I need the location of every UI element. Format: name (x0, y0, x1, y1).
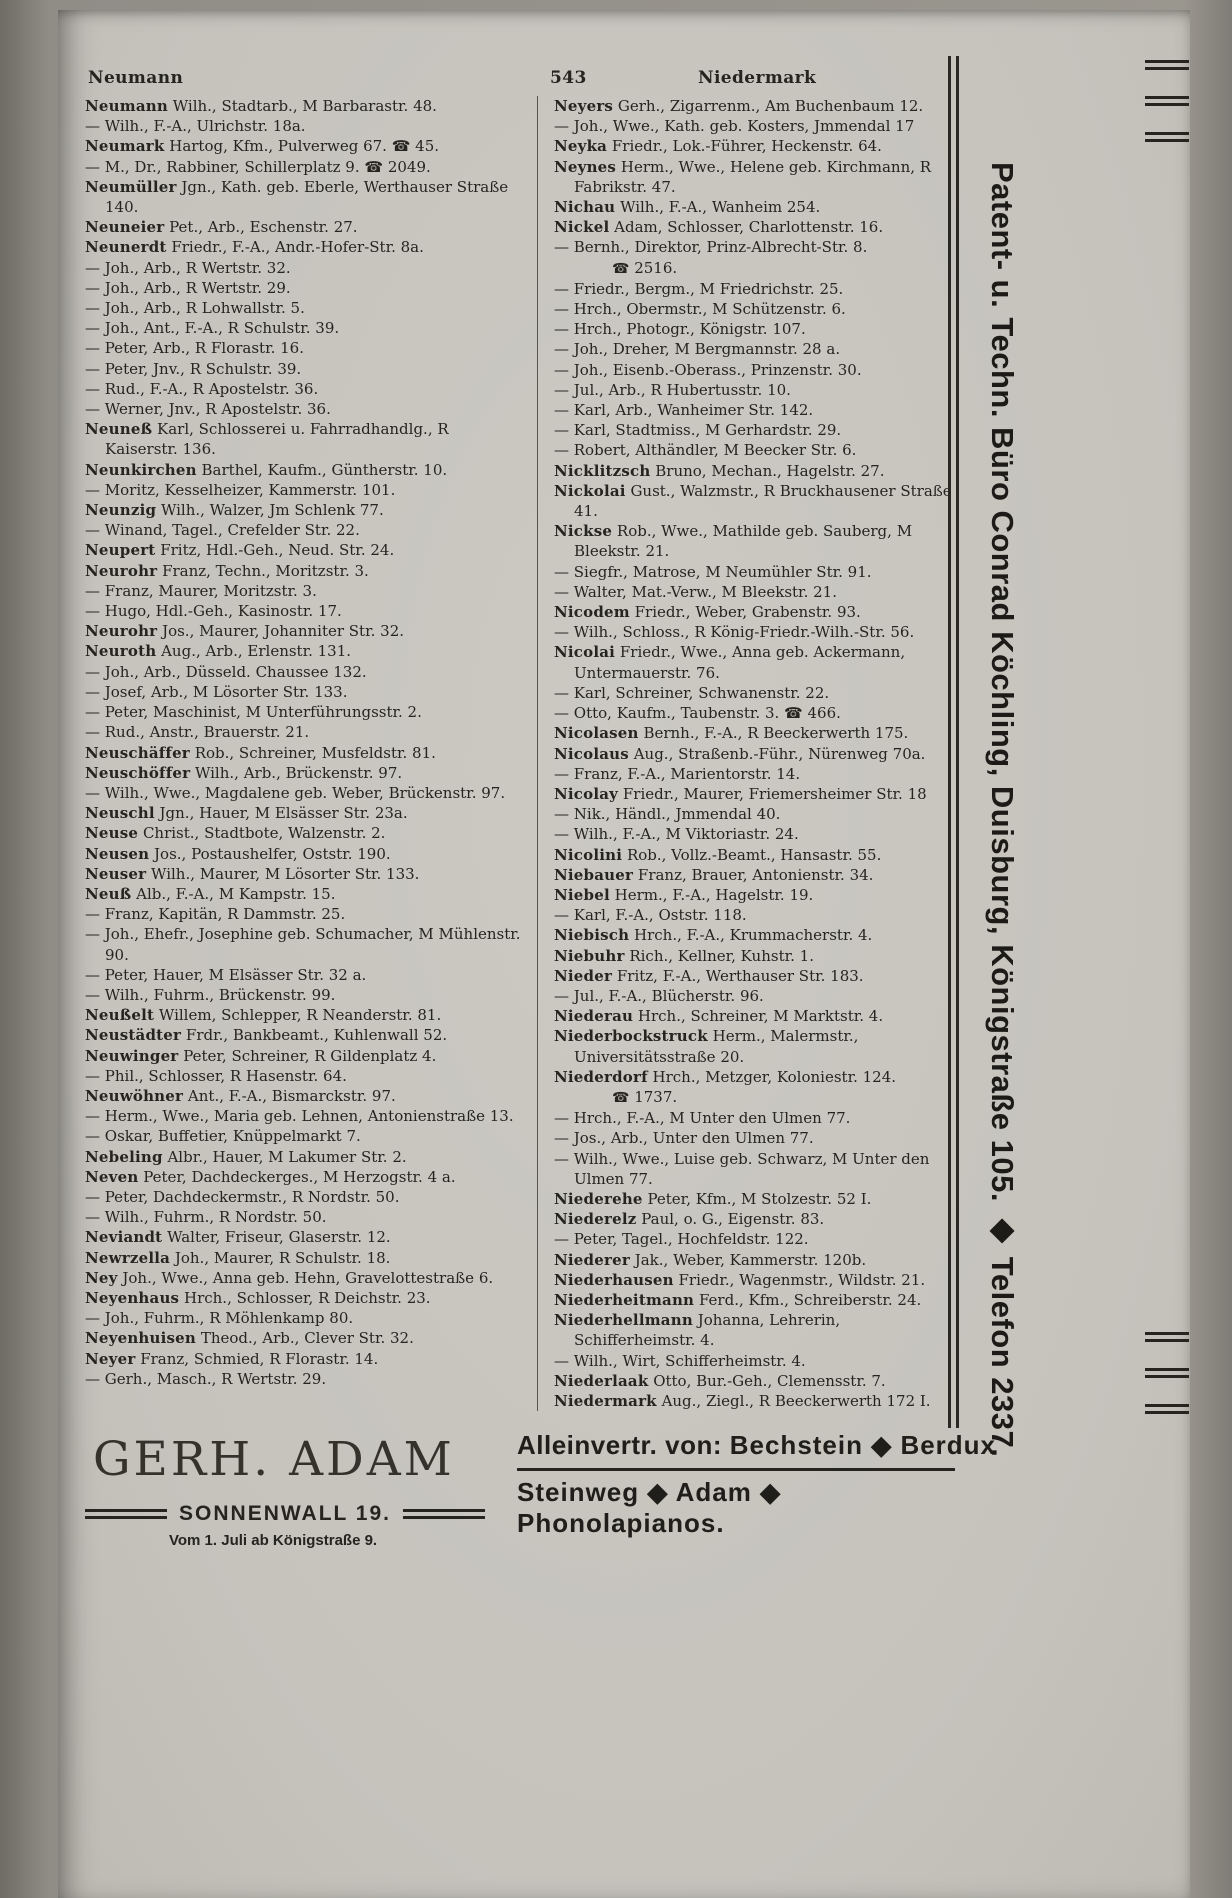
header-right-keyword: Niedermark (698, 68, 817, 88)
directory-entry: Nebeling Albr., Hauer, M Lakumer Str. 2. (85, 1147, 407, 1166)
surname: Neuschl (85, 804, 155, 823)
directory-entry: Nickolai Gust., Walzmstr., R Bruckhausener Straße 41. (554, 481, 952, 521)
directory-entry: — Hrch., F.-A., M Unter den Ulmen 77. (554, 1109, 851, 1128)
directory-entry: — Peter, Hauer, M Elsässer Str. 32 a. (85, 965, 367, 984)
directory-entry: — Otto, Kaufm., Taubenstr. 3. ☎ 466. (554, 704, 841, 723)
directory-entry: Niederbockstruck Herm., Malermstr., Universitätsstraße 20. (554, 1027, 859, 1066)
directory-entry: Neyers Gerh., Zigarrenm., Am Buchenbaum 12. (554, 97, 924, 115)
directory-entry: Neuschöffer Wilh., Arb., Brückenstr. 97. (85, 763, 403, 782)
directory-entry: — Wilh., F.-A., M Viktoriastr. 24. (554, 825, 799, 844)
directory-entry: Neurohr Jos., Maurer, Johanniter Str. 32. (85, 622, 405, 641)
directory-entry: — Karl, F.-A., Oststr. 118. (554, 906, 747, 925)
directory-entry: — Walter, Mat.-Verw., M Bleekstr. 21. (554, 582, 837, 601)
directory-entry: — Joh., Arb., Düsseld. Chaussee 132. (85, 662, 367, 681)
directory-entry: Neuwinger Peter, Schreiner, R Gildenplatz 4. (85, 1046, 437, 1065)
directory-column-right (538, 96, 956, 1411)
surname: Niederhellmann (554, 1311, 693, 1330)
directory-entry: — Hugo, Hdl.-Geh., Kasinostr. 17. (85, 602, 342, 621)
directory-entry: — Wilh., Fuhrm., R Nordstr. 50. (85, 1208, 327, 1227)
directory-entry: — Moritz, Kesselheizer, Kammerstr. 101. (85, 480, 396, 499)
directory-entry: — Franz, Kapitän, R Dammstr. 25. (85, 905, 346, 924)
directory-entry: — Robert, Althändler, M Beecker Str. 6. (554, 441, 857, 460)
directory-entry: Neuschl Jgn., Hauer, M Elsässer Str. 23a. (85, 804, 408, 823)
surname: Neupert (85, 541, 156, 560)
directory-entry: Newrzella Joh., Maurer, R Schulstr. 18. (85, 1248, 391, 1267)
directory-entry: — Joh., Arb., R Wertstr. 29. (85, 278, 291, 297)
surname: Niederheitmann (554, 1290, 695, 1309)
directory-entry: Niederhellmann Johanna, Lehrerin, Schifferheimstr. 4. (554, 1311, 841, 1350)
directory-entry: — Wilh., Schloss., R König-Friedr.-Wilh.-Str. 56. (554, 623, 915, 642)
directory-entry: Niederheitmann Ferd., Kfm., Schreiberstr. 24. (554, 1290, 922, 1309)
surname: Neuschäffer (85, 743, 190, 762)
surname: Neunerdt (85, 238, 167, 257)
surname: Neynes (554, 157, 617, 176)
directory-entry: Nichau Wilh., F.-A., Wanheim 254. (554, 198, 821, 217)
double-rule (1145, 60, 1189, 70)
surname: Niederhausen (554, 1270, 674, 1289)
directory-entry: — Nik., Händl., Jmmendal 40. (554, 805, 781, 824)
surname: Niederbockstruck (554, 1027, 708, 1046)
surname: Neußelt (85, 1006, 155, 1025)
directory-entry: Neuß Alb., F.-A., M Kampstr. 15. (85, 884, 336, 903)
surname: Neunzig (85, 501, 157, 520)
directory-entry: — Hrch., Obermstr., M Schützenstr. 6. (554, 300, 846, 319)
directory-entry: Neupert Fritz, Hdl.-Geh., Neud. Str. 24. (85, 541, 395, 560)
surname: Nebeling (85, 1147, 163, 1166)
surname: Neunkirchen (85, 460, 197, 479)
surname: Niederehe (554, 1189, 643, 1208)
directory-entry: — Werner, Jnv., R Apostelstr. 36. (85, 400, 331, 419)
ad-right-block (517, 1430, 997, 1539)
directory-entry: Neuschäffer Rob., Schreiner, Musfeldstr. 81. (85, 743, 436, 762)
header-left-keyword: Neumann (88, 68, 184, 88)
directory-entry: Niederlaak Otto, Bur.-Geh., Clemensstr. 7. (554, 1371, 886, 1390)
directory-entry: Neusen Jos., Postaushelfer, Oststr. 190. (85, 844, 391, 863)
directory-entry: Nicolasen Bernh., F.-A., R Beeckerwerth 175. (554, 724, 909, 743)
surname: Niederdorf (554, 1067, 648, 1086)
directory-entry: — Joh., Arb., R Wertstr. 32. (85, 258, 291, 277)
directory-entry: — Wilh., Wwe., Luise geb. Schwarz, M Unter den Ulmen 77. (554, 1149, 930, 1188)
directory-entry: — Joh., Arb., R Lohwallstr. 5. (85, 299, 305, 318)
double-rule (1145, 1404, 1189, 1414)
double-rule (1145, 1332, 1189, 1342)
directory-entry: Nicolay Friedr., Maurer, Friemersheimer Str. 18 (554, 784, 927, 803)
directory-entry: Ney Joh., Wwe., Anna geb. Hehn, Gravelottestraße 6. (85, 1268, 494, 1287)
surname: Nicodem (554, 603, 630, 622)
directory-entry: Nickse Rob., Wwe., Mathilde geb. Sauberg, M Bleekstr. 21. (554, 522, 913, 561)
directory-entry: Niederelz Paul, o. G., Eigenstr. 83. (554, 1210, 825, 1229)
directory-entry: Neuneß Karl, Schlosserei u. Fahrradhandlg., R Kaiserstr. 136. (85, 420, 449, 459)
directory-entry: Nieder Fritz, F.-A., Werthauser Str. 183. (554, 966, 864, 985)
surname: Neuse (85, 824, 139, 843)
surname: Neuschöffer (85, 763, 191, 782)
surname: Niederer (554, 1250, 630, 1269)
directory-entry: Neuneier Pet., Arb., Eschenstr. 27. (85, 218, 358, 237)
surname: Neyer (85, 1349, 136, 1368)
double-rule (1145, 1368, 1189, 1378)
directory-entry: Nicolini Rob., Vollz.-Beamt., Hansastr. 55. (554, 845, 882, 864)
directory-entry: Niederehe Peter, Kfm., M Stolzestr. 52 I. (554, 1189, 872, 1208)
surname: Neuser (85, 864, 147, 883)
directory-entry: — Jul., F.-A., Blücherstr. 96. (554, 986, 764, 1005)
directory-entry: — Joh., Eisenb.-Oberass., Prinzenstr. 30. (554, 360, 862, 379)
directory-columns (85, 96, 955, 1411)
decorative-rules-bottom (1145, 1332, 1189, 1440)
directory-entry: Neuser Wilh., Maurer, M Lösorter Str. 133. (85, 864, 420, 883)
surname: Nichau (554, 198, 616, 217)
surname: Neuneier (85, 218, 165, 237)
directory-entry: — Karl, Stadtmiss., M Gerhardstr. 29. (554, 421, 842, 440)
directory-entry: Neynes Herm., Wwe., Helene geb. Kirchmann, R Fabrikstr. 47. (554, 157, 932, 196)
directory-entry: Nicolaus Aug., Straßenb.-Führ., Nürenweg 70a. (554, 744, 926, 763)
phone-icon: ☎ (612, 260, 630, 277)
surname: Neuwöhner (85, 1086, 184, 1105)
directory-entry: Nicodem Friedr., Weber, Grabenstr. 93. (554, 603, 861, 622)
directory-entry: Neyenhaus Hrch., Schlosser, R Deichstr. 23. (85, 1288, 431, 1307)
surname: Neyers (554, 97, 614, 115)
directory-entry: Neußelt Willem, Schlepper, R Neanderstr. 81. (85, 1006, 442, 1025)
directory-entry: — Rud., Anstr., Brauerstr. 21. (85, 723, 310, 742)
ad-right-intro: Alleinvertr. von: (517, 1430, 722, 1460)
directory-entry: Neyer Franz, Schmied, R Florastr. 14. (85, 1349, 379, 1368)
phone-icon: ☎ (612, 1089, 630, 1106)
directory-entry: Niederau Hrch., Schreiner, M Marktstr. 4. (554, 1007, 884, 1026)
surname: Neyenhaus (85, 1288, 180, 1307)
directory-entry: Neumüller Jgn., Kath. geb. Eberle, Werthauser Straße 140. (85, 177, 509, 217)
sidebar-divider-rule (948, 56, 959, 1428)
directory-entry: Niederhausen Friedr., Wagenmstr., Wildstr. 21. (554, 1270, 926, 1289)
directory-entry: — Joh., Ehefr., Josephine geb. Schumacher, M Mühlenstr. 90. (85, 925, 521, 964)
surname: Neumann (85, 97, 168, 115)
directory-entry: — Siegfr., Matrose, M Neumühler Str. 91. (554, 562, 872, 581)
ad-horizontal-rule (517, 1468, 955, 1471)
surname: Neviandt (85, 1228, 163, 1247)
surname: Neyka (554, 137, 608, 156)
directory-entry: Niedermark Aug., Ziegl., R Beeckerwerth 172 I. (554, 1392, 931, 1410)
directory-entry: — Peter, Maschinist, M Unterführungsstr. 2. (85, 703, 422, 722)
surname: Nicolaus (554, 744, 629, 763)
surname: Nicolay (554, 784, 619, 803)
surname: Neumark (85, 137, 165, 156)
directory-entry: — Jos., Arb., Unter den Ulmen 77. (554, 1129, 814, 1148)
directory-entry: Neurohr Franz, Techn., Moritzstr. 3. (85, 561, 369, 580)
directory-column-left (85, 96, 538, 1411)
directory-entry: — Friedr., Bergm., M Friedrichstr. 25. (554, 279, 844, 298)
directory-entry: Neumann Wilh., Stadtarb., M Barbarastr. 48. (85, 97, 437, 115)
directory-entry: — Karl, Schreiner, Schwanenstr. 22. (554, 683, 830, 702)
directory-entry: Neumark Hartog, Kfm., Pulverweg 67. ☎ 45. (85, 137, 439, 156)
directory-entry: Niebauer Franz, Brauer, Antonienstr. 34. (554, 865, 874, 884)
directory-entry: — Franz, Maurer, Moritzstr. 3. (85, 581, 317, 600)
directory-entry: — Joh., Wwe., Kath. geb. Kosters, Jmmendal 17 (554, 117, 915, 136)
surname: Neuneß (85, 420, 153, 439)
surname: Neuß (85, 884, 132, 903)
surname: Niebuhr (554, 946, 625, 965)
directory-entry: — Franz, F.-A., Marientorstr. 14. (554, 764, 801, 783)
directory-entry: Nicklitzsch Bruno, Mechan., Hagelstr. 27. (554, 461, 885, 480)
ad-note: Vom 1. Juli ab Königstraße 9. (169, 1532, 378, 1549)
surname: Nickse (554, 522, 613, 541)
directory-entry: — Joh., Fuhrm., R Möhlenkamp 80. (85, 1309, 354, 1328)
page-number: 543 (550, 68, 587, 88)
double-rule (1145, 96, 1189, 106)
directory-entry: Niebuhr Rich., Kellner, Kuhstr. 1. (554, 946, 814, 965)
directory-entry: Niederer Jak., Weber, Kammerstr. 120b. (554, 1250, 867, 1269)
directory-entry: — Wilh., Wwe., Magdalene geb. Weber, Brückenstr. 97. (85, 783, 506, 802)
bottom-advertisement (85, 1428, 997, 1568)
directory-entry: Neunzig Wilh., Walzer, Jm Schlenk 77. (85, 501, 384, 520)
directory-entry: — Peter, Tagel., Hochfeldstr. 122. (554, 1230, 809, 1249)
directory-entry: Neunerdt Friedr., F.-A., Andr.-Hofer-Str. 8a. (85, 238, 424, 257)
double-rule (85, 1509, 167, 1519)
directory-entry: — Phil., Schlosser, R Hasenstr. 64. (85, 1066, 347, 1085)
directory-entry: — Peter, Dachdeckermstr., R Nordstr. 50. (85, 1187, 400, 1206)
directory-entry: — Gerh., Masch., R Wertstr. 29. (85, 1369, 327, 1388)
directory-entry: — Rud., F.-A., R Apostelstr. 36. (85, 379, 319, 398)
directory-entry: — Wilh., F.-A., Ulrichstr. 18a. (85, 117, 306, 136)
directory-entry: — Peter, Jnv., R Schulstr. 39. (85, 359, 302, 378)
surname: Ney (85, 1268, 118, 1287)
directory-entry: — Karl, Arb., Wanheimer Str. 142. (554, 401, 814, 420)
directory-entry: Neyka Friedr., Lok.-Führer, Heckenstr. 64. (554, 137, 882, 156)
double-rule (1145, 132, 1189, 142)
directory-entry: — Joh., Dreher, M Bergmannstr. 28 a. (554, 340, 841, 359)
phone-number-entry: ☎ 1737. (612, 1087, 678, 1106)
directory-entry: Nickel Adam, Schlosser, Charlottenstr. 16. (554, 218, 884, 237)
surname: Nickolai (554, 481, 626, 500)
directory-entry: — Wilh., Fuhrm., Brückenstr. 99. (85, 985, 336, 1004)
surname: Niebel (554, 885, 610, 904)
surname: Niederlaak (554, 1371, 649, 1390)
directory-entry: — Josef, Arb., M Lösorter Str. 133. (85, 682, 348, 701)
surname: Neumüller (85, 177, 177, 196)
directory-entry: — Oskar, Buffetier, Knüppelmarkt 7. (85, 1127, 361, 1146)
surname: Neusen (85, 844, 150, 863)
decorative-rules-top (1145, 60, 1189, 168)
surname: Neuroth (85, 642, 157, 661)
directory-entry: — Peter, Arb., R Florastr. 16. (85, 339, 304, 358)
directory-page (58, 10, 1190, 1898)
surname: Neuwinger (85, 1046, 179, 1065)
directory-entry: — Bernh., Direktor, Prinz-Albrecht-Str. 8. (554, 238, 868, 257)
surname: Newrzella (85, 1248, 171, 1267)
directory-entry: Neuroth Aug., Arb., Erlenstr. 131. (85, 642, 352, 661)
phone-number-entry: ☎ 2516. (612, 258, 678, 277)
surname: Niebisch (554, 926, 630, 945)
surname: Nicklitzsch (554, 461, 651, 480)
ad-right-line1 (517, 1430, 997, 1461)
surname: Niebauer (554, 865, 634, 884)
ad-address: SONNENWALL 19. (179, 1502, 391, 1525)
directory-entry: — Herm., Wwe., Maria geb. Lehnen, Antonienstraße 13. (85, 1107, 514, 1126)
surname: Niederau (554, 1007, 634, 1026)
surname: Niedermark (554, 1392, 657, 1410)
directory-entry: — Hrch., Photogr., Königstr. 107. (554, 320, 806, 339)
surname: Neurohr (85, 561, 158, 580)
surname: Nicolai (554, 643, 616, 662)
surname: Neven (85, 1167, 139, 1186)
directory-entry: Niebisch Hrch., F.-A., Krummacherstr. 4. (554, 926, 873, 945)
directory-entry: — M., Dr., Rabbiner, Schillerplatz 9. ☎ 2049. (85, 157, 431, 176)
directory-entry: Neyenhuisen Theod., Arb., Clever Str. 32. (85, 1329, 414, 1348)
directory-entry: — Jul., Arb., R Hubertusstr. 10. (554, 380, 791, 399)
directory-entry: Niebel Herm., F.-A., Hagelstr. 19. (554, 885, 814, 904)
directory-entry: Niederdorf Hrch., Metzger, Koloniestr. 124. (554, 1067, 897, 1086)
ad-right-brands: Bechstein ◆ Berdux (729, 1430, 997, 1460)
double-rule (403, 1509, 485, 1519)
surname: Neustädter (85, 1026, 182, 1045)
directory-entry: — Winand, Tagel., Crefelder Str. 22. (85, 521, 360, 540)
directory-entry: Neustädter Frdr., Bankbeamt., Kuhlenwall 52. (85, 1026, 448, 1045)
surname: Neurohr (85, 622, 158, 641)
surname: Nieder (554, 966, 613, 985)
ad-company-name: GERH. ADAM (93, 1432, 455, 1487)
surname: Niederelz (554, 1210, 637, 1229)
directory-entry: — Wilh., Wirt, Schifferheimstr. 4. (554, 1351, 806, 1370)
directory-entry: Neviandt Walter, Friseur, Glaserstr. 12. (85, 1228, 391, 1247)
surname: Neyenhuisen (85, 1329, 197, 1348)
directory-entry: — Joh., Ant., F.-A., R Schulstr. 39. (85, 319, 340, 338)
ad-address-row (85, 1502, 485, 1526)
ad-right-line2: Steinweg ◆ Adam ◆ Phonolapianos. (517, 1477, 782, 1538)
directory-entry: Neven Peter, Dachdeckerges., M Herzogstr. 4 a. (85, 1167, 456, 1186)
surname: Nicolasen (554, 724, 639, 743)
directory-entry: Neuse Christ., Stadtbote, Walzenstr. 2. (85, 824, 386, 843)
surname: Nickel (554, 218, 610, 237)
directory-entry: Nicolai Friedr., Wwe., Anna geb. Ackermann, Untermauerstr. 76. (554, 643, 906, 682)
directory-entry: Neuwöhner Ant., F.-A., Bismarckstr. 97. (85, 1086, 396, 1105)
sidebar-advert-text: Patent- u. Techn. Büro Conrad Köchling, Duisburg, Königstraße 105. ◆ Telefon 2337. (985, 162, 1020, 1458)
directory-entry: Neunkirchen Barthel, Kaufm., Güntherstr. 10. (85, 460, 448, 479)
surname: Nicolini (554, 845, 623, 864)
